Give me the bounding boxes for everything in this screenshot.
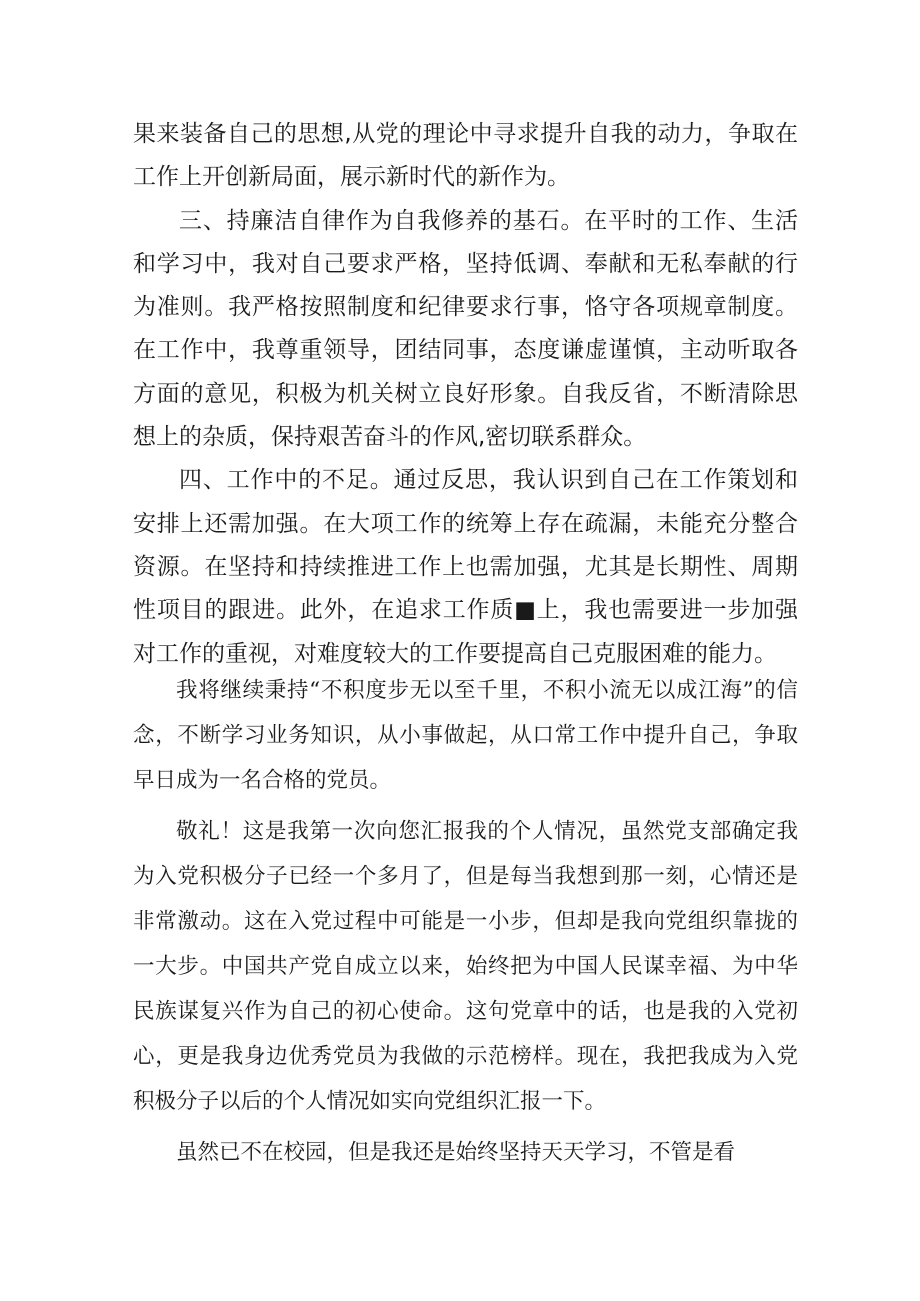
paragraph-shortcomings: 四、工作中的不足。通过反思，我认识到自己在工作策划和安排上还需加强。在大项工作的统筹上存在疏漏，未能充分整合资源。在坚持和持续推进工作上也需加强，尤其是长期性、周期性项目的跟进。此外，在追求工作质■上，我也需要进一步加强对工作的重视，对难度较大的工作要提高自己克服困难的能力。 — [133, 467, 798, 667]
paragraph-commitment: 我将继续秉持“不积度步无以至千里，不积小流无以成江海”的信念，不断学习业务知识，从小事做起，从口常工作中提升自己，争取早日成为一名合格的党员。 — [133, 678, 798, 793]
paragraph-integrity: 三、持廉洁自律作为自我修养的基石。在平时的工作、生活和学习中，我对自己要求严格，坚持低调、奉献和无私奉献的行为准则。我严格按照制度和纪律要求行事，恪守各项规章制度。在工作中，我尊重领导，团结同事，态度谦虚谨慎，主动听取各方面的意见，积极为机关树立良好形象。自我反省，不断清除思想上的杂质，保持艰苦奋斗的作风,密切联系群众。 — [133, 207, 798, 451]
paragraph-report-intro: 敬礼！这是我第一次向您汇报我的个人情况，虽然党支部确定我为入党积极分子已经一个多月了，但是每当我想到那一刻，心情还是非常激动。这在入党过程中可能是一小步，但却是我向党组织靠拢的一大步。中国共产党自成立以来，始终把为中国人民谋幸福、为中华民族谋复兴作为自己的初心使命。这句党章中的话，也是我的入党初心，更是我身边优秀党员为我做的示范榜样。现在，我把我成为入党积极分子以后的个人情况如实向党组织汇报一下。 — [133, 819, 798, 1114]
body-text-section-sans — [133, 113, 798, 676]
body-text-section-serif — [133, 668, 798, 1175]
paragraph-study: 虽然已不在校园，但是我还是始终坚持天天学习，不管是看 — [176, 1140, 736, 1165]
paragraph-continuation: 果来装备自己的思想,从党的理论中寻求提升自我的动力，争取在工作上开创新局面，展示新时代的新作为。 — [133, 121, 798, 191]
